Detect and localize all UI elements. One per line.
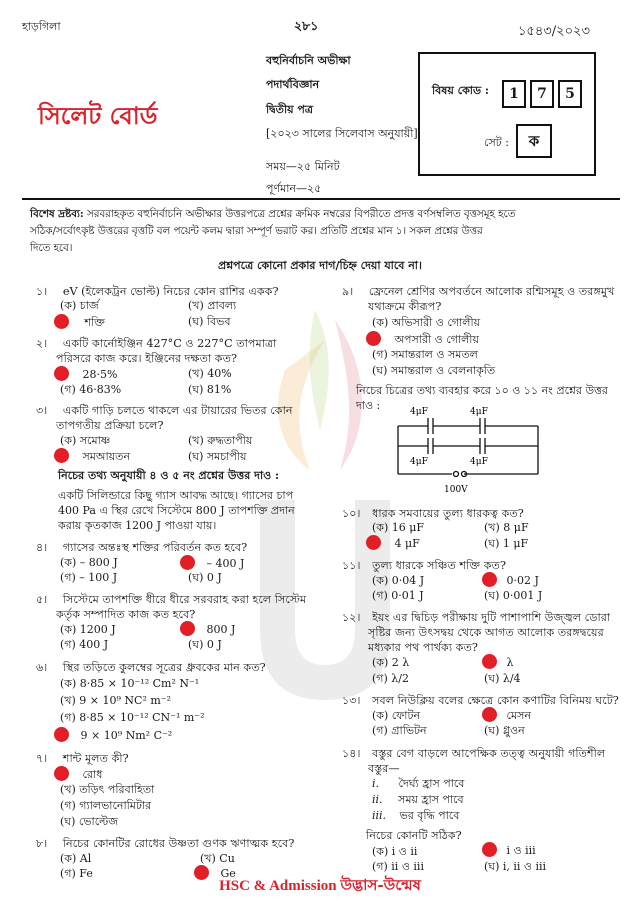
question-text: বস্তুর— <box>368 762 400 775</box>
option-a: (ক) চার্জ <box>60 299 99 312</box>
question-2 <box>36 336 276 351</box>
question-text: ধারক সমবায়ের তুল্য ধারকত্ব কত? <box>372 507 524 520</box>
answer-dot <box>482 842 497 857</box>
question-6 <box>36 660 266 675</box>
stem-text: করায় কৃতকাজ 1200 J পাওয়া যায়। <box>58 519 217 532</box>
capacitor-label: 4μF <box>470 407 488 417</box>
option-a: (ক) 1200 J <box>60 623 116 636</box>
question-text: পরিসরে কাজ করে। ইঞ্জিনের দক্ষতা কত? <box>56 352 238 365</box>
code-digit: 5 <box>558 80 582 108</box>
question-text: eV (ইলেকট্রন ভোল্ট) নিচের কোন রাশির একক? <box>62 285 279 298</box>
question-number: ৭। <box>36 752 48 765</box>
option-c: (গ) λ/2 <box>372 672 409 685</box>
capacitor-label: 4μF <box>470 457 488 467</box>
question-3 <box>36 403 293 418</box>
footer-brand: HSC & Admission উদ্ভাস-উন্মেষ <box>219 876 421 894</box>
option-d: (ঘ) গ্লুওন <box>484 724 525 737</box>
question-number: ১৪। <box>342 747 361 760</box>
question-text: সবল নিউক্লিয় বলের ক্ষেত্রে কোন কণাটির বিনিময় ঘটে? <box>372 694 619 707</box>
question-text: একটি কার্নোইঞ্জিন 427°C ও 227°C তাপমাত্রা <box>62 337 277 350</box>
question-text: তাপগতীয় প্রক্রিয়া চলে? <box>56 419 164 432</box>
option-d: (ঘ) 1 μF <box>484 537 529 550</box>
syllabus-note: [২০২৩ সালের সিলেবাস অনুযায়ী] <box>266 127 418 140</box>
option-b: (খ) রুদ্ধতাপীয় <box>188 434 253 447</box>
option-c: (গ) – 100 J <box>60 571 118 584</box>
option-c: (গ) গ্যালভানোমিটার <box>60 799 152 812</box>
voltage-label: 100V <box>444 485 468 495</box>
option-c: (গ) ii ও iii <box>372 860 424 873</box>
answer-dot <box>366 535 381 550</box>
code-digit: 1 <box>502 80 526 108</box>
option-b: 800 J <box>180 621 235 637</box>
question-number: ৯। <box>342 285 354 298</box>
divider <box>22 198 620 200</box>
question-5 <box>36 592 306 607</box>
question-11 <box>342 558 506 573</box>
answer-dot <box>54 766 69 781</box>
question-number: ১৩। <box>342 694 361 707</box>
question-text: সিস্টেমে তাপশক্তি ধীরে ধীরে সরবরাহ করা হলে সিস্টেম <box>62 593 307 606</box>
option-d: Ge <box>194 865 236 881</box>
question-8 <box>36 836 294 851</box>
option-b: (খ) 40% <box>188 367 232 380</box>
option-b: (খ) তড়িৎ পরিবাহিতা <box>60 783 155 796</box>
question-text: যথাক্রমে কীরূপ? <box>368 300 442 313</box>
option-b: (খ) Cu <box>200 852 235 865</box>
question-text: স্থির তড়িতে কুলম্বের সূত্রের ধ্রুবকের মান কত? <box>62 661 266 674</box>
stem-text: একটি সিলিন্ডারে কিছু গ্যাস আবদ্ধ আছে। গ্যাসের চাপ <box>58 489 294 502</box>
answer-dot <box>180 621 195 636</box>
question-text: একটি গাড়ি চলতে থাকলে এর টায়ারের ভিতর কোন <box>62 404 293 417</box>
question-text: তুল্য ধারকে সঞ্চিত শক্তি কত? <box>372 559 506 572</box>
statement-iii: iii. ভর বৃদ্ধি পাবে <box>372 809 460 822</box>
option-d: (ঘ) 81% <box>188 383 232 396</box>
question-number: ৩। <box>36 404 48 417</box>
capacitor-circuit <box>380 402 560 498</box>
note-title: বিশেষ দ্রষ্টব্য: <box>30 208 84 220</box>
code-digit: 7 <box>530 80 554 108</box>
capacitor-label: 4μF <box>410 407 428 417</box>
option-b: λ <box>482 654 513 670</box>
option-c: (গ) 400 J <box>60 638 109 651</box>
option-d: 9 × 10⁹ Nm² C⁻² <box>54 727 172 743</box>
option-a: (ক) Al <box>60 852 92 865</box>
question-number: ৬। <box>36 661 48 674</box>
option-a: 28·5% <box>54 366 117 382</box>
question-14 <box>342 746 605 761</box>
answer-dot <box>482 572 497 587</box>
question-13 <box>342 693 619 708</box>
option-c: শক্তি <box>54 314 105 330</box>
option-b: – 400 J <box>180 555 244 571</box>
option-a: (ক) অভিসারী ও গোলীয় <box>372 316 481 329</box>
option-c: 4 μF <box>366 535 420 551</box>
instruction: প্রশ্নপত্রে কোনো প্রকার দাগ/চিহ্ন দেয়া যাবে না। <box>218 259 422 272</box>
question-text: সৃষ্টির জন্য উৎসদ্বয় থেকে আগত আলোক তরঙ্গদ্বয়ের <box>368 626 604 639</box>
question-number: ১। <box>36 285 48 298</box>
question-text: মধ্যকার পথ পার্থক্য কত? <box>368 641 478 654</box>
question-number: ৮। <box>36 837 48 850</box>
answer-dot <box>54 727 69 742</box>
set-label: সেট : <box>484 136 509 149</box>
question-text: ফ্রেনেল শ্রেণির অপবর্তনে আলোক রশ্মিসমূহ ও তরঙ্গমুখ <box>368 285 615 298</box>
note-text: দিতে হবে। <box>30 242 73 254</box>
question-text: ইয়ং এর দ্বিচিড় পরীক্ষায় দুটি পাশাপাশি উজ্জ্বল ডোরা <box>372 611 611 624</box>
option-d: (ঘ) i, ii ও iii <box>484 860 547 873</box>
answer-dot <box>54 448 69 463</box>
question-10 <box>342 506 524 521</box>
statement-i: i. দৈর্ঘ্য হ্রাস পাবে <box>372 777 465 790</box>
question-number: ১২। <box>342 611 361 624</box>
option-c: (গ) 8·85 × 10⁻¹² CN⁻¹ m⁻² <box>60 711 205 724</box>
option-a: (ক) 16 μF <box>372 521 425 534</box>
answer-dot <box>482 707 497 722</box>
stem-text: নিচের চিত্রের তথ্য ব্যবহার করে ১০ ও ১১ নং প্রশ্নের উত্তর <box>356 384 608 397</box>
paper: দ্বিতীয় পত্র <box>266 103 313 116</box>
option-d: (ঘ) 0·001 J <box>484 589 543 602</box>
subject: পদার্থবিজ্ঞান <box>266 78 320 91</box>
option-b: (খ) 9 × 10⁹ NC² m⁻² <box>60 694 172 707</box>
page-number: ২৮১ <box>294 18 319 33</box>
question-text: বস্তুর বেগ বাড়লে আপেক্ষিক তত্ত্ব অনুযায়ী গতিশীল <box>372 747 606 760</box>
stem-text: 400 Pa এ স্থির রেখে সিস্টেমে 800 J তাপশক্তি প্রদান <box>58 504 295 517</box>
subject-code-label: বিষয় কোড : <box>432 84 489 97</box>
question-4 <box>36 540 247 555</box>
option-d: (ঘ) সমান্তরাল ও বেলনাকৃতি <box>372 364 496 377</box>
answer-dot <box>54 366 69 381</box>
option-d: (ঘ) ভোল্টেজ <box>60 815 119 828</box>
option-a: (ক) – 800 J <box>60 556 118 569</box>
option-c: (গ) Fe <box>60 867 93 880</box>
option-c: সমআয়তন <box>54 448 130 464</box>
question-number: ২। <box>36 337 48 350</box>
answer-dot <box>54 314 69 329</box>
question-12 <box>342 610 610 625</box>
option-b: মেসন <box>482 707 531 723</box>
question-number: ৪। <box>36 541 48 554</box>
question-text: নিচের কোনটি সঠিক? <box>366 829 462 842</box>
exam-type: বহুনির্বাচনি অভীক্ষা <box>266 54 351 67</box>
question-7 <box>36 751 129 766</box>
question-code: ১৫৪৩/২০২৩ <box>518 24 590 39</box>
special-note <box>30 206 620 257</box>
answer-dot <box>482 654 497 669</box>
full-marks: পূর্ণমান—২৫ <box>266 182 322 195</box>
statement-ii: ii. সময় হ্রাস পাবে <box>372 793 464 806</box>
option-a: (ক) সমোষ্ণ <box>60 434 111 447</box>
option-b: (খ) 8 μF <box>484 521 529 534</box>
stem-text: দাও : <box>356 399 381 412</box>
stem-title: নিচের তথ্য অনুযায়ী ৪ ও ৫ নং প্রশ্নের উত্তর দাও : <box>58 469 280 482</box>
note-text: সরবরাহকৃত বহুনির্বাচনি অভীক্ষার উত্তরপত্রে প্রশ্নের ক্রমিক নম্বরের বিপরীতে প্রদত্ত বর্ণসম্বলিত বৃত্তসমূহ হতে <box>83 208 516 220</box>
option-c: (গ) গ্রাভিটন <box>372 724 427 737</box>
option-a: (ক) ফোটন <box>372 709 421 722</box>
option-a: (ক) 0·04 J <box>372 574 425 587</box>
set-value: ক <box>516 124 552 158</box>
option-a: রোধ <box>54 766 102 782</box>
header-left-label: হাড়গিলা <box>22 20 61 33</box>
question-text: কর্তৃক সম্পাদিত কাজ কত হবে? <box>56 608 196 621</box>
question-number: ১০। <box>342 507 361 520</box>
option-b: i ও iii <box>482 842 536 858</box>
question-1 <box>36 284 278 299</box>
note-text: সঠিক/সর্বোৎকৃষ্ট উত্তরের বৃত্তটি বল পয়েন্ট কলম দ্বারা সম্পূর্ণ ভরাট কর। প্রতিটি প্রশ্নের মান ১। সকল প্রশ্নের উত্তর <box>30 225 483 237</box>
option-b: 0·02 J <box>482 572 539 588</box>
option-d: (ঘ) বিভব <box>188 315 231 328</box>
answer-dot <box>180 555 195 570</box>
option-d: (ঘ) λ/4 <box>484 672 521 685</box>
option-b: (খ) প্রাবল্য <box>188 299 237 312</box>
option-c: (গ) 46·83% <box>60 383 122 396</box>
option-c: (গ) সমান্তরাল ও সমতল <box>372 348 478 361</box>
question-text: শান্ট মূলত কী? <box>62 752 129 765</box>
question-text: নিচের কোনটির রোধের উষ্ণতা গুণক ঋণাত্মক হবে? <box>62 837 295 850</box>
option-d: (ঘ) 0 J <box>188 571 222 584</box>
option-b: অপসারী ও গোলীয় <box>366 331 479 347</box>
subject-code-box <box>418 52 596 176</box>
board-title: সিলেট বোর্ড <box>38 102 158 130</box>
option-a: (ক) i ও ii <box>372 845 418 858</box>
answer-dot <box>366 331 381 346</box>
option-a: (ক) 8·85 × 10⁻¹² Cm² N⁻¹ <box>60 677 200 690</box>
time-limit: সময়—২৫ মিনিট <box>266 160 340 173</box>
question-number: ১১। <box>342 559 361 572</box>
option-a: (ক) 2 λ <box>372 656 410 669</box>
option-d: (ঘ) সমচাপীয় <box>188 450 247 463</box>
question-number: ৫। <box>36 593 48 606</box>
option-c: (গ) 0·01 J <box>372 589 424 602</box>
capacitor-label: 4μF <box>410 457 428 467</box>
question-9 <box>342 284 614 299</box>
option-d: (ঘ) 0 J <box>188 638 222 651</box>
question-text: গ্যাসের অন্তঃস্থ শক্তির পরিবর্তন কত হবে? <box>62 541 248 554</box>
